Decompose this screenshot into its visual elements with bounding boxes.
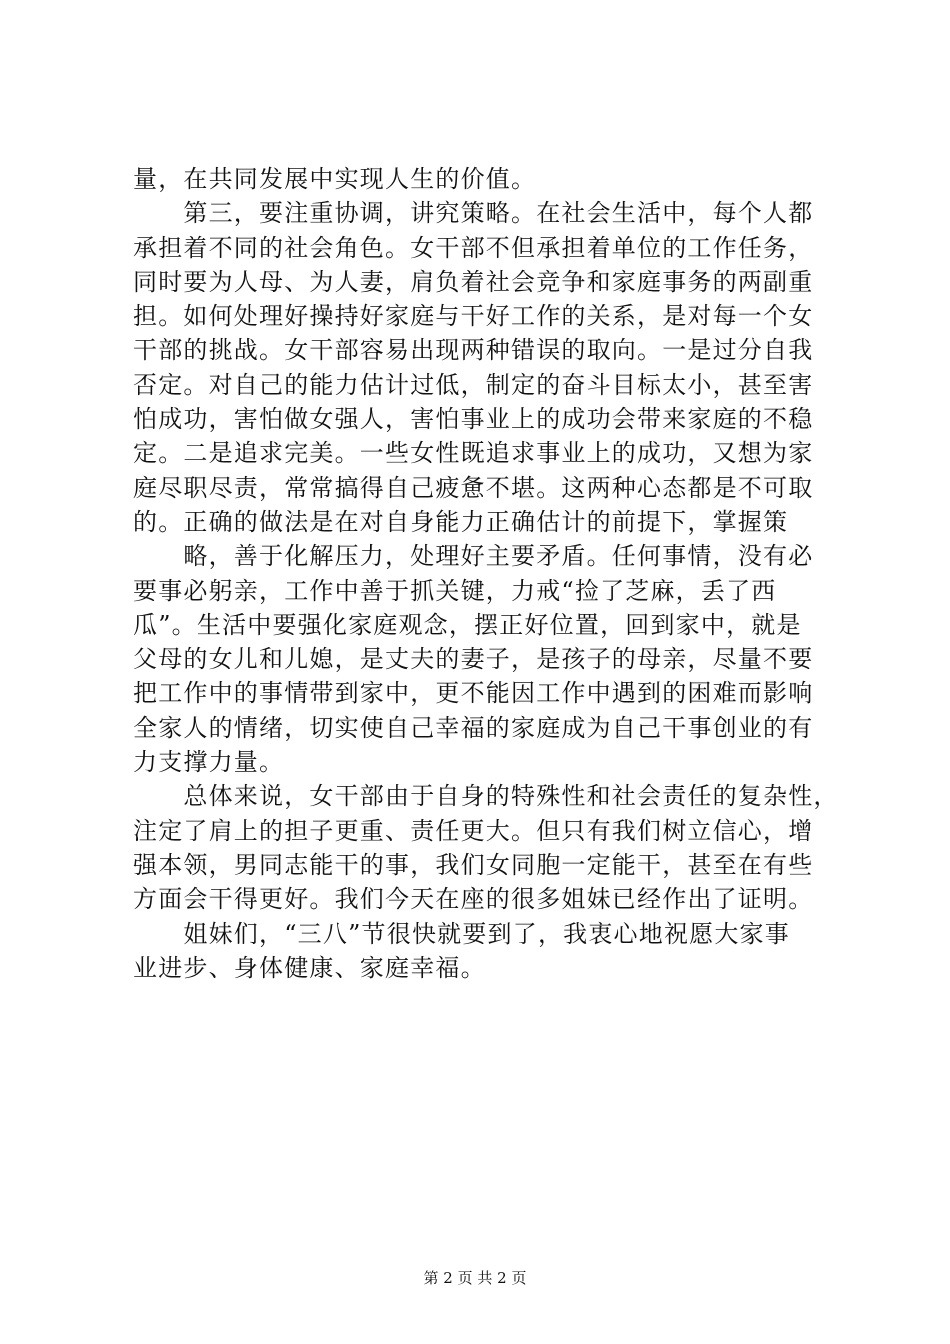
text-line: 方面会干得更好。我们今天在座的很多姐妹已经作出了证明。 (133, 885, 814, 914)
text-line: 承担着不同的社会角色。女干部不但承担着单位的工作任务， (133, 233, 814, 262)
text-line: 担。如何处理好操持好家庭与干好工作的关系，是对每一个女 (133, 302, 814, 331)
text-line: 量，在共同发展中实现人生的价值。 (133, 165, 537, 193)
text-line: 总体来说，女干部由于自身的特殊性和社会责任的复杂性， (133, 782, 839, 811)
text-line: 庭尽职尽责，常常搞得自己疲惫不堪。这两种心态都是不可取 (133, 473, 814, 502)
text-line: 业进步、身体健康、家庭幸福。 (133, 953, 486, 982)
text-line: 同时要为人母、为人妻，肩负着社会竞争和家庭事务的两副重 (133, 267, 814, 296)
text-line: 的。正确的做法是在对自身能力正确估计的前提下，掌握策 (133, 507, 789, 536)
text-line: 姐妹们，“三八”节很快就要到了，我衷心地祝愿大家事 (133, 919, 790, 948)
text-line: 略，善于化解压力，处理好主要矛盾。任何事情，没有必 (133, 542, 814, 571)
text-line: 把工作中的事情带到家中，更不能因工作中遇到的困难而影响 (133, 679, 814, 708)
text-line: 注定了肩上的担子更重、责任更大。但只有我们树立信心，增 (133, 816, 814, 845)
text-line: 父母的女儿和儿媳，是丈夫的妻子，是孩子的母亲，尽量不要 (133, 645, 814, 674)
text-line: 干部的挑战。女干部容易出现两种错误的取向。一是过分自我 (133, 336, 814, 365)
text-line: 强本领，男同志能干的事，我们女同胞一定能干，甚至在有些 (133, 850, 814, 879)
text-line: 怕成功，害怕做女强人，害怕事业上的成功会带来家庭的不稳 (133, 405, 814, 434)
text-line: 全家人的情绪，切实使自己幸福的家庭成为自己干事创业的有 (133, 713, 814, 742)
text-line: 第三，要注重协调，讲究策略。在社会生活中，每个人都 (133, 199, 814, 228)
text-line: 要事必躬亲，工作中善于抓关键，力戒“捡了芝麻，丢了西 (133, 576, 777, 605)
text-line: 力支撑力量。 (133, 748, 285, 777)
text-line: 瓜”。生活中要强化家庭观念，摆正好位置，回到家中，就是 (133, 610, 802, 639)
text-line: 否定。对自己的能力估计过低，制定的奋斗目标太小，甚至害 (133, 370, 814, 399)
text-line: 定。二是追求完美。一些女性既追求事业上的成功，又想为家 (133, 439, 814, 468)
body-text (133, 162, 841, 985)
page-footer: 第 2 页 共 2 页 (423, 1269, 527, 1287)
